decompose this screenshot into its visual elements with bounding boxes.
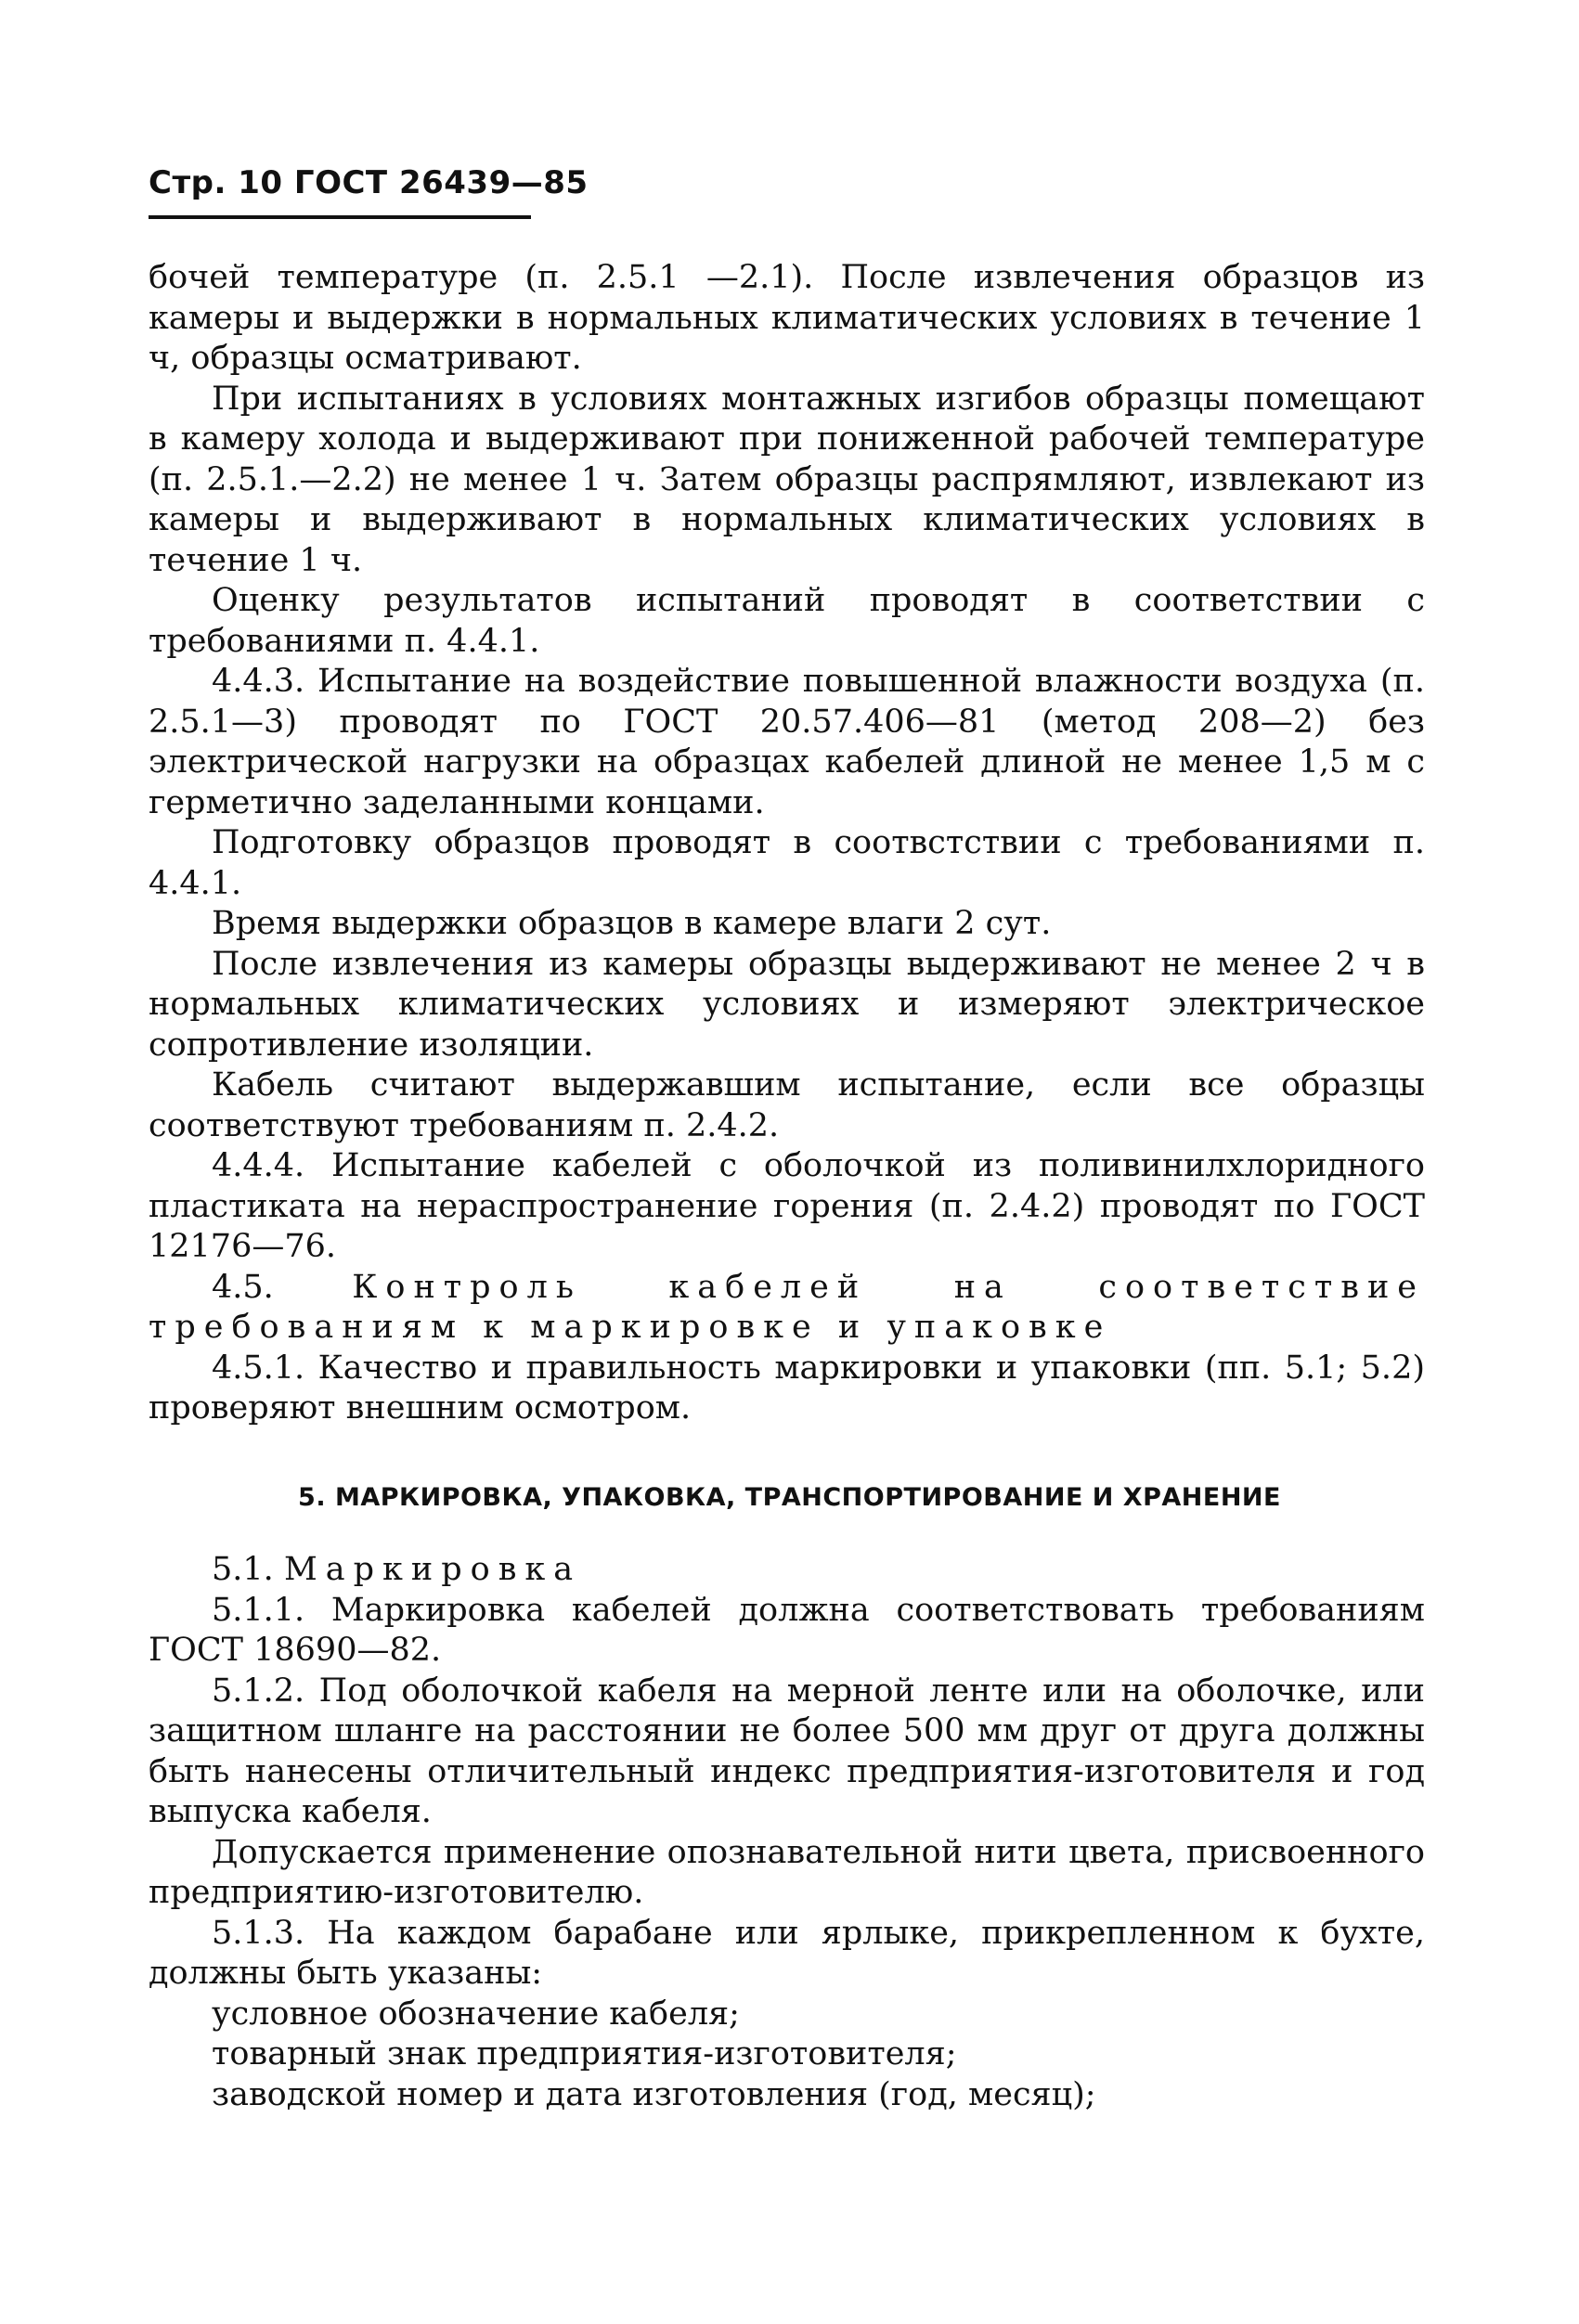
paragraph: Кабель считают выдержавшим испытание, если все образцы соответствуют требованиям п. 2.4.2. — [149, 1066, 1425, 1144]
subsection-heading-4-5 — [149, 1268, 1425, 1349]
paragraph: После извлечения из камеры образцы выдерживают не менее 2 ч в нормальных климатических условиях и измеряют электрическое сопротивление изоляции. — [149, 945, 1425, 1064]
paragraph: 5.1.3. На каждом барабане или ярлыке, прикрепленном к бухте, должны быть указаны: — [149, 1914, 1425, 1992]
paragraph: 5.1.1. Маркировка кабелей должна соответствовать требованиям ГОСТ 18690—82. — [149, 1591, 1425, 1669]
header-rule — [149, 215, 531, 219]
paragraph: Оценку результатов испытаний проводят в соответствии с требованиями п. 4.4.1. — [149, 582, 1425, 660]
heading-text: Маркировка — [283, 1551, 582, 1588]
paragraph: При испытаниях в условиях монтажных изгибов образцы помещают в камеру холода и выдерживают при пониженной рабочей температуре (п. 2.5.1.—2.2) не менее 1 ч. Затем образцы распрямляют, извлекают из камеры и выдерживают в нормальных климатических условиях в течение 1 ч. — [149, 380, 1425, 579]
paragraph: Подготовку образцов проводят в соотвстствии с требованиями п. 4.4.1. — [149, 824, 1425, 902]
paragraph: бочей температуре (п. 2.5.1 —2.1). После извлечения образцов из камеры и выдержки в нормальных климатических условиях в течение 1 ч, образцы осматривают. — [149, 259, 1425, 377]
body-text-section-5 — [149, 1550, 1425, 2115]
paragraph: 4.4.3. Испытание на воздействие повышенной влажности воздуха (п. 2.5.1—3) проводят по ГОСТ 20.57.406—81 (метод 208—2) без электрической нагрузки на образцах кабелей длиной не менее 1,5 м с герметично заделанными концами. — [149, 663, 1425, 821]
list-item: товарный знак предприятия-изготовителя; — [212, 2035, 957, 2072]
section-title: 5. МАРКИРОВКА, УПАКОВКА, ТРАНСПОРТИРОВАНИЕ И ХРАНЕНИЕ — [298, 1483, 1281, 1512]
subsection-heading-5-1 — [149, 1550, 1425, 1591]
page-header: Стр. 10 ГОСТ 26439—85 — [149, 164, 589, 201]
paragraph: 4.5.1. Качество и правильность маркировки и упаковки (пп. 5.1; 5.2) проверяют внешним осмотром. — [149, 1349, 1425, 1427]
list-item: заводской номер и дата изготовления (год, месяц); — [212, 2075, 1096, 2113]
heading-number: 5.1. — [212, 1551, 274, 1588]
heading-text: Контроль кабелей на соответствие требованиям к маркировке и упаковке — [149, 1268, 1425, 1346]
paragraph: 5.1.2. Под оболочкой кабеля на мерной ленте или на оболочке, или защитном шланге на расстоянии не более 500 мм друг от друга должны быть нанесены отличительный индекс предприятия-изготовителя и год выпуска кабеля. — [149, 1672, 1425, 1830]
paragraph: Допускается применение опознавательной нити цвета, присвоенного предприятию-изготовителю. — [149, 1833, 1425, 1911]
paragraph: Время выдержки образцов в камере влаги 2 сут. — [212, 905, 1052, 942]
list-item: условное обозначение кабеля; — [212, 1995, 740, 2033]
paragraph: 4.4.4. Испытание кабелей с оболочкой из поливинилхлоридного пластиката на нераспространение горения (п. 2.4.2) проводят по ГОСТ 12176—76. — [149, 1147, 1425, 1265]
body-text-top — [149, 258, 1425, 1429]
heading-number: 4.5. — [212, 1268, 274, 1306]
